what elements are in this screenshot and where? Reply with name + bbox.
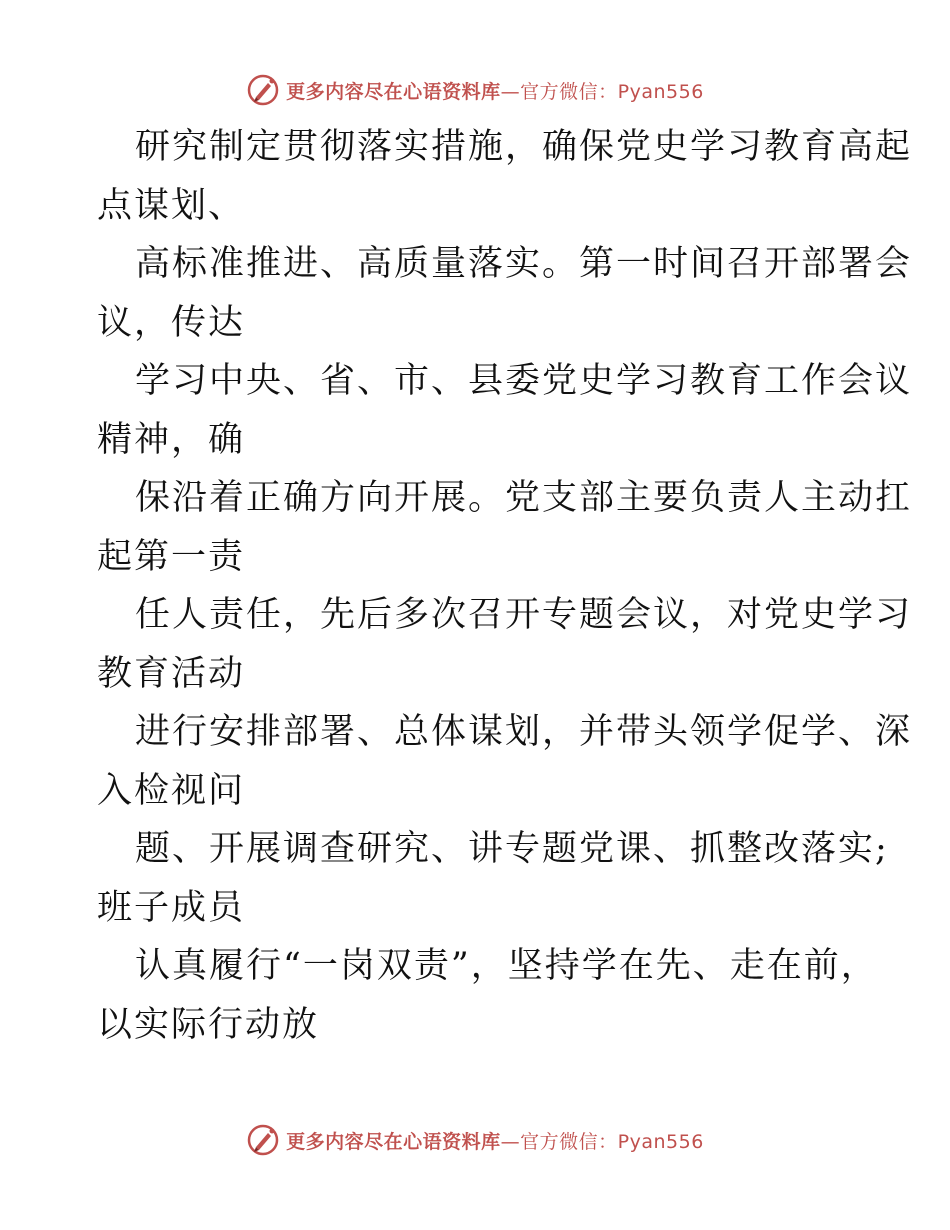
body-line: 学习中央、省、市、县委党史学习教育工作会议 xyxy=(135,361,913,401)
body-line: 认真履行“一岗双责”，坚持学在先、走在前， xyxy=(135,946,878,986)
body-line: 点谋划、 xyxy=(97,185,246,226)
document-body xyxy=(97,118,913,1054)
body-line: 进行安排部署、总体谋划，并带头领学促学、深 xyxy=(135,712,913,752)
body-line: 入检视问 xyxy=(97,770,246,811)
watermark-brand: 更多内容尽在心语资料库 xyxy=(286,80,501,103)
watermark-wechat: 官方微信：Pyan556 xyxy=(520,1130,704,1153)
body-line: 研究制定贯彻落实措施，确保党史学习教育高起 xyxy=(135,127,913,167)
watermark-content xyxy=(246,1123,704,1157)
watermark-separator: — xyxy=(500,80,521,103)
watermark-brand: 更多内容尽在心语资料库 xyxy=(286,1130,501,1153)
watermark-text xyxy=(286,1127,704,1154)
body-line: 教育活动 xyxy=(97,653,246,694)
watermark-content xyxy=(246,73,704,107)
body-line: 以实际行动放 xyxy=(97,1004,320,1045)
watermark-separator: — xyxy=(500,1130,521,1153)
body-line: 议，传达 xyxy=(97,302,246,343)
body-line: 任人责任，先后多次召开专题会议，对党史学习 xyxy=(135,595,913,635)
body-line: 题、开展调查研究、讲专题党课、抓整改落实; xyxy=(135,829,889,869)
pen-logo-icon xyxy=(246,1123,280,1157)
body-line: 保沿着正确方向开展。党支部主要负责人主动扛 xyxy=(135,478,913,518)
body-line: 高标准推进、高质量落实。第一时间召开部署会 xyxy=(135,244,913,284)
watermark-text xyxy=(286,77,704,104)
body-line: 班子成员 xyxy=(97,887,246,928)
body-line: 精神，确 xyxy=(97,419,246,460)
watermark-wechat: 官方微信：Pyan556 xyxy=(520,80,704,103)
header-watermark-banner xyxy=(0,68,950,112)
pen-logo-icon xyxy=(246,73,280,107)
body-line: 起第一责 xyxy=(97,536,246,577)
footer-watermark-banner xyxy=(0,1118,950,1162)
